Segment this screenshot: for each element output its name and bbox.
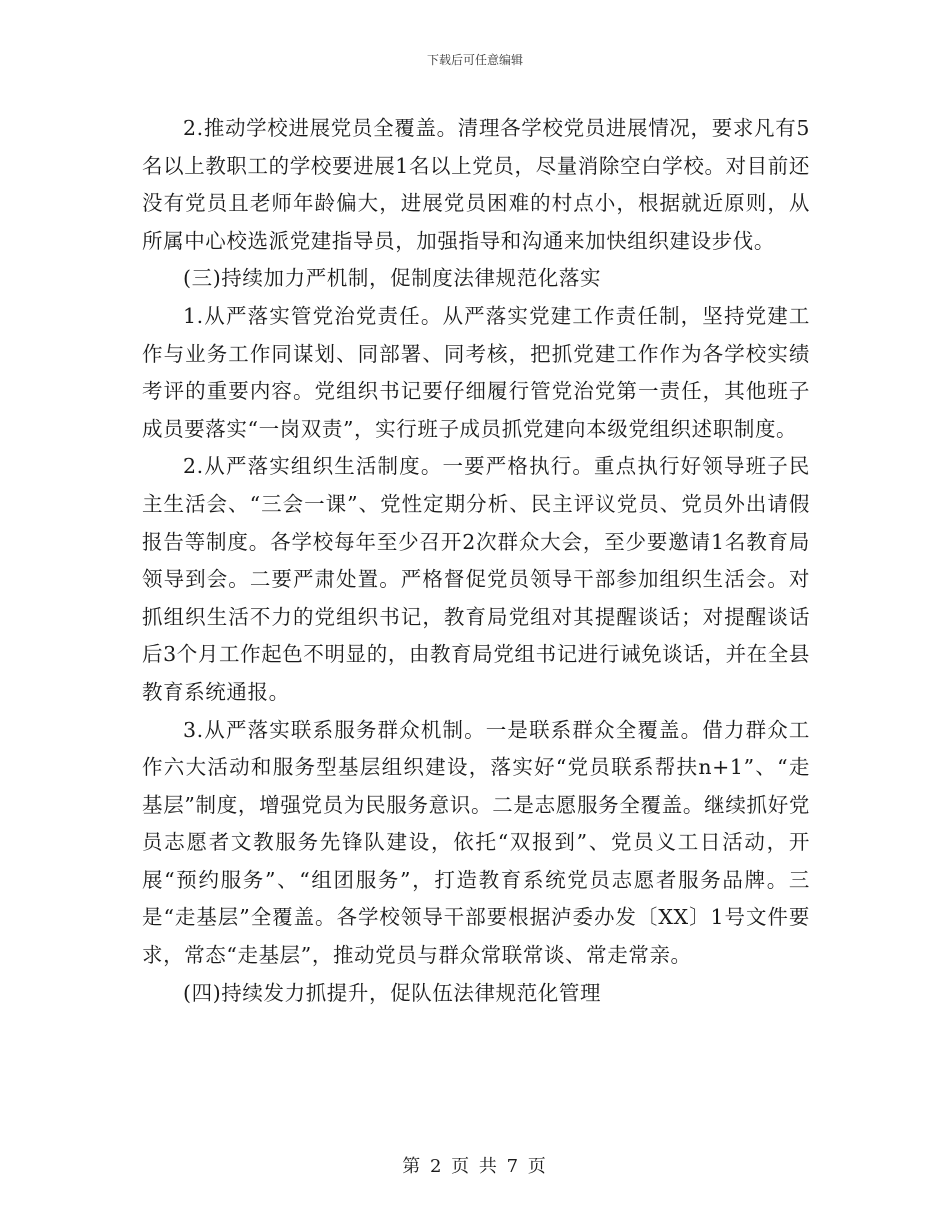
- section-heading-3: (三)持续加力严机制，促制度法律规范化落实: [183, 266, 602, 291]
- paragraph-4: 3.从严落实联系服务群众机制。一是联系群众全覆盖。借力群众工作六大活动和服务型基层组织建设，落实好“党员联系帮扶n+1”、“走基层”制度，增强党员为民服务意识。二是志愿服务全覆盖。继续抓好党员志愿者文教服务先锋队建设，依托“双报到”、党员义工日活动，开展“预约服务”、“组团服务”，打造教育系统党员志愿者服务品牌。三是“走基层”全覆盖。各学校领导干部要根据泸委办发〔XX〕1号文件要求，常态“走基层”，推动党员与群众常联常谈、常走常亲。: [142, 717, 810, 968]
- document-body: [142, 110, 810, 1012]
- page-header: 下载后可任意编辑: [426, 53, 523, 67]
- page-number: 第 2 页 共 7 页: [402, 1156, 548, 1177]
- paragraph-1: 2.推动学校进展党员全覆盖。清理各学校党员进展情况，要求凡有5名以上教职工的学校要进展1名以上党员，尽量消除空白学校。对目前还没有党员且老师年龄偏大，进展党员困难的村点小，根据就近原则，从所属中心校选派党建指导员，加强指导和沟通来加快组织建设步伐。: [142, 116, 810, 253]
- paragraph-3: 2.从严落实组织生活制度。一要严格执行。重点执行好领导班子民主生活会、“三会一课”、党性定期分析、民主评议党员、党员外出请假报告等制度。各学校每年至少召开2次群众大会，至少要邀请1名教育局领导到会。二要严肃处置。严格督促党员领导干部参加组织生活会。对抓组织生活不力的党组织书记，教育局党组对其提醒谈话；对提醒谈话后3个月工作起色不明显的，由教育局党组书记进行诫免谈话，并在全县教育系统通报。: [142, 454, 810, 704]
- section-heading-4: (四)持续发力抓提升，促队伍法律规范化管理: [183, 980, 602, 1005]
- paragraph-2: 1.从严落实管党治党责任。从严落实党建工作责任制，坚持党建工作与业务工作同谋划、同部署、同考核，把抓党建工作作为各学校实绩考评的重要内容。党组织书记要仔细履行管党治党第一责任，其他班子成员要落实“一岗双责”，实行班子成员抓党建向本级党组织述职制度。: [142, 303, 810, 441]
